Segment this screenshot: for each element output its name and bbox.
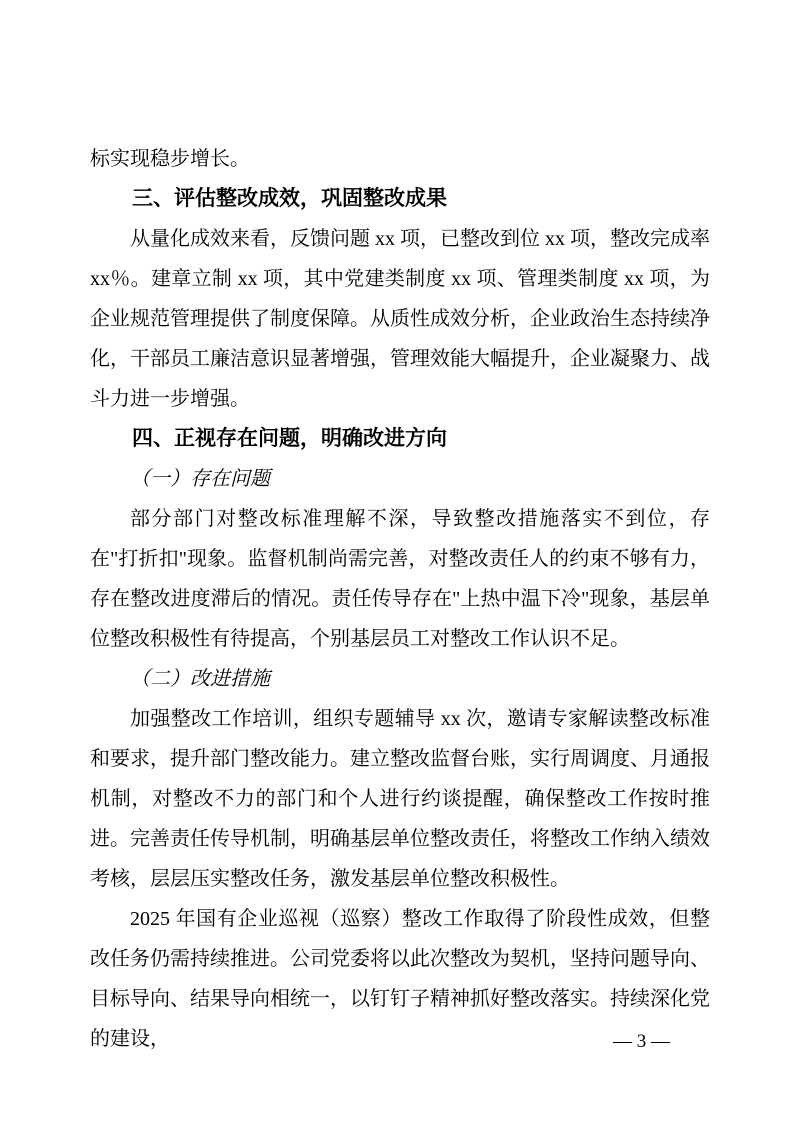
subsection-heading-improvement-measures: （二）改进措施 bbox=[130, 668, 270, 690]
page-content bbox=[90, 139, 710, 1059]
page-number: — 3 — bbox=[613, 1031, 670, 1052]
previous-paragraph-continuation: 标实现稳步增长。 bbox=[90, 148, 250, 170]
conclusion-paragraph: 2025 年国有企业巡视（巡察）整改工作取得了阶段性成效，但整改任务仍需持续推进。公司党委将以此次整改为契机，坚持问题导向、目标导向、结果导向相统一，以钉钉子精神抓好整改落实。持续深化党的建设， bbox=[90, 908, 710, 1050]
quantitative-results-paragraph: 从量化成效来看，反馈问题 xx 项，已整改到位 xx 项，整改完成率 xx％。建章立制 xx 项，其中党建类制度 xx 项、管理类制度 xx 项，为企业规范管理提供了制度保障。从质性成效分析，企业政治生态持续净化，干部员工廉洁意识显著增强，管理效能大幅提升，企业凝聚力、战斗力进一步增强。 bbox=[90, 228, 710, 410]
improvement-measures-paragraph: 加强整改工作培训，组织专题辅导 xx 次，邀请专家解读整改标准和要求，提升部门整改能力。建立整改监督台账，实行周调度、月通报机制，对整改不力的部门和个人进行约谈提醒，确保整改工作按时推进。完善责任传导机制，明确基层单位整改责任，将整改工作纳入绩效考核，层层压实整改任务，激发基层单位整改积极性。 bbox=[90, 708, 710, 890]
subsection-heading-existing-problems: （一）存在问题 bbox=[130, 468, 270, 490]
section-heading-evaluate-results: 三、评估整改成效，巩固整改成果 bbox=[132, 187, 447, 210]
existing-problems-paragraph: 部分部门对整改标准理解不深，导致整改措施落实不到位，存在"打折扣"现象。监督机制尚需完善，对整改责任人的约束不够有力，存在整改进度滞后的情况。责任传导存在"上热中温下冷"现象，基层单位整改积极性有待提高，个别基层员工对整改工作认识不足。 bbox=[90, 508, 710, 650]
section-heading-face-problems: 四、正视存在问题，明确改进方向 bbox=[132, 427, 447, 450]
